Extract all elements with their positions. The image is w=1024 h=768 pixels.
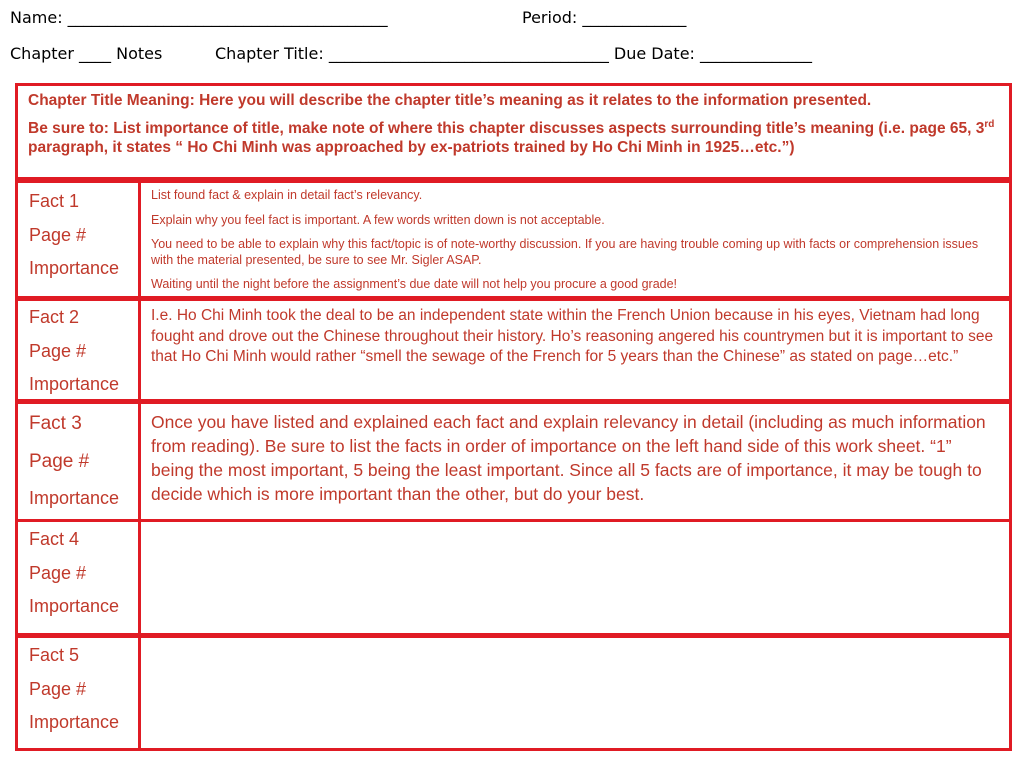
- fact-3-text: Once you have listed and explained each fact and explain relevancy in detail (including as much information from reading). Be sure to list the facts in order of importance on the left hand side of this work sheet. “1” being the most important, 5 being the least important. Since all 5 facts are of importance, it may be tough to decide which is more important than the other, but do your best.: [151, 412, 986, 504]
- fact-2-label: Fact 2: [29, 307, 80, 327]
- fact-1-text-4: Waiting until the night before the assignment’s due date will not help you procure a good grade!: [151, 277, 678, 291]
- chapter-line: Chapter ____ Notes: [10, 44, 163, 63]
- fact-5-page: Page #: [29, 678, 87, 699]
- fact-1-text-2: Explain why you feel fact is important. A few words written down is not acceptable.: [151, 212, 605, 227]
- title-due-line: Chapter Title: ___________________________________ Due Date: ______________: [215, 44, 813, 63]
- fact-3-label: Fact 3: [29, 413, 82, 434]
- fact-4-text-cell: [138, 519, 1012, 636]
- fact-3-label-cell: [15, 401, 141, 522]
- fact-3-page: Page #: [29, 450, 90, 472]
- fact-5-label: Fact 5: [29, 645, 80, 665]
- fact-3-text-cell: [138, 401, 1012, 522]
- fact-4-importance: Importance: [29, 596, 120, 616]
- period-line: Period: _____________: [522, 8, 687, 27]
- fact-2-page: Page #: [29, 340, 87, 361]
- fact-1-text-cell: [138, 180, 1012, 299]
- fact-2-importance: Importance: [29, 374, 120, 394]
- fact-1-text-1: List found fact & explain in detail fact’s relevancy.: [151, 188, 423, 202]
- fact-2-text-cell: [138, 298, 1012, 402]
- fact-1-page: Page #: [29, 224, 87, 245]
- fact-1-importance: Importance: [29, 258, 120, 278]
- fact-2-text: I.e. Ho Chi Minh took the deal to be an independent state within the French Union because in his eyes, Vietnam had long fought and drove out the Chinese throughout their history. Ho’s reasoning angered his countrymen but it is important to see that Ho Chi Minh would rather “smell the sewage of the French for 5 years than the Chinese” as stated on page…etc.”: [151, 307, 994, 365]
- fact-2-label-cell: [15, 298, 141, 402]
- fact-1-label-cell: [15, 180, 141, 299]
- meaning-superscript: rd: [984, 119, 995, 130]
- name-line: Name: ________________________________________: [10, 8, 388, 27]
- fact-3-importance: Importance: [29, 488, 120, 508]
- meaning-be-sure-to: [28, 115, 999, 157]
- fact-5-label-cell: [15, 635, 141, 751]
- fact-5-importance: Importance: [29, 712, 120, 732]
- fact-5-text-cell: [138, 635, 1012, 751]
- fact-1-text-3: You need to be able to explain why this fact/topic is of note-worthy discussion. If you are having trouble coming up with facts or comprehension issues with the material presented, be sure to see Mr. Sigler ASAP.: [151, 237, 979, 267]
- meaning-text-a: Be sure to: List importance of title, make note of where this chapter discusses aspects surrounding title’s meaning (i.e. page 65, 3: [28, 120, 985, 138]
- fact-4-label-cell: [15, 519, 141, 636]
- fact-4-page: Page #: [29, 562, 87, 583]
- meaning-instruction: Chapter Title Meaning: Here you will describe the chapter title’s meaning as it relates to the information presented.: [28, 92, 872, 109]
- fact-1-label: Fact 1: [29, 191, 80, 211]
- chapter-title-meaning-box: [15, 83, 1012, 180]
- fact-4-label: Fact 4: [29, 529, 80, 549]
- meaning-text-b: paragraph, it states “ Ho Chi Minh was approached by ex-patriots trained by Ho Chi Minh in 1925…etc.”): [28, 139, 795, 157]
